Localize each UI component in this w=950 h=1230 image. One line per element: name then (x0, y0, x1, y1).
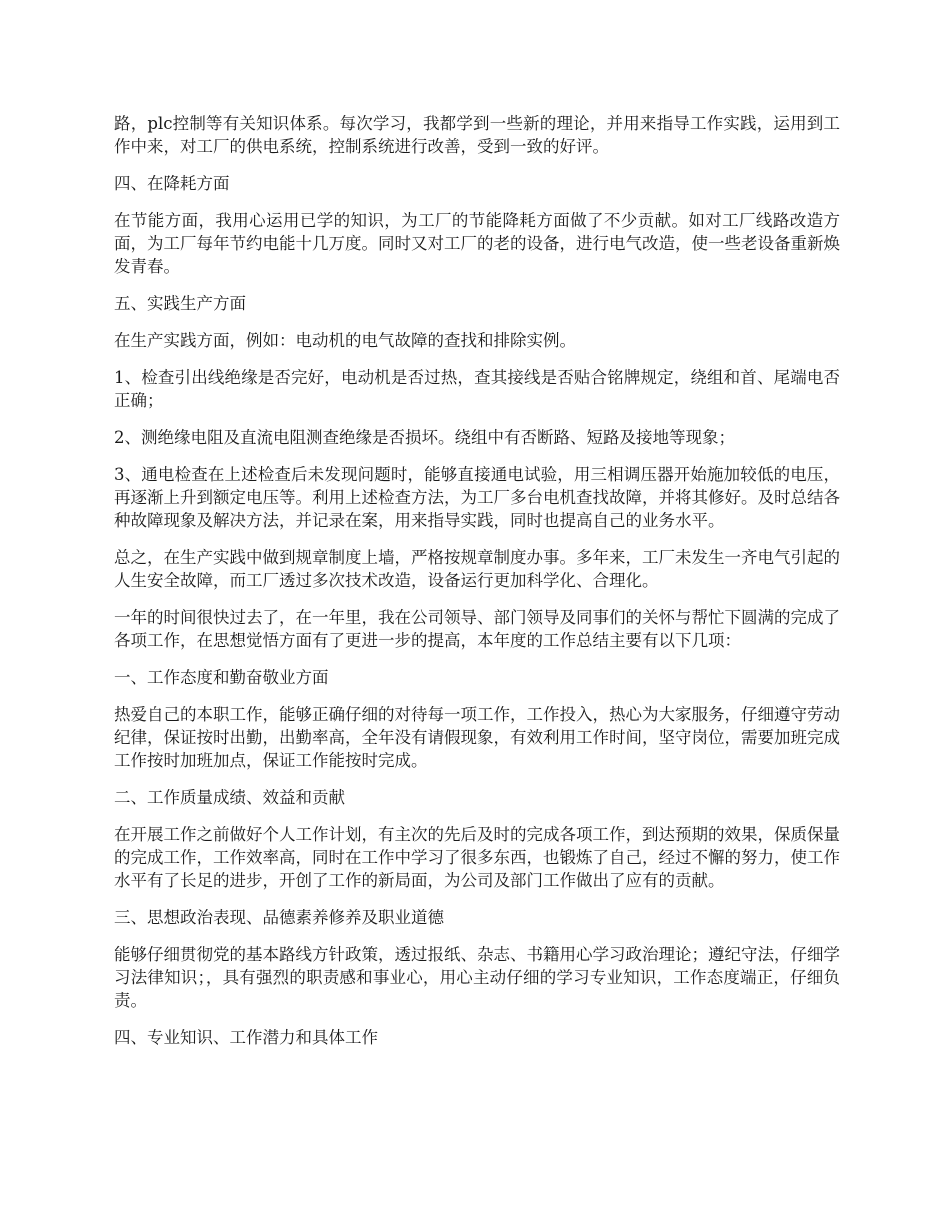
section-heading: 四、在降耗方面 (114, 174, 230, 193)
paragraph: 在节能方面，我用心运用已学的知识，为工厂的节能降耗方面做了不少贡献。如对工厂线路改造方面，为工厂每年节约电能十几万度。同时又对工厂的老的设备，进行电气改造，使一些老设备重新焕发青春。 (114, 211, 840, 276)
paragraph: 在生产实践方面，例如：电动机的电气故障的查找和排除实例。 (114, 331, 576, 350)
paragraph: 能够仔细贯彻党的基本路线方针政策，透过报纸、杂志、书籍用心学习政治理论；遵纪守法，仔细学习法律知识；，具有强烈的职责感和事业心，用心主动仔细的学习专业知识，工作态度端正，仔细负责。 (114, 945, 840, 1010)
list-item: 1、检查引出线绝缘是否完好，电动机是否过热，查其接线是否贴合铭牌规定，绕组和首、尾端电否正确； (114, 368, 840, 410)
document-body (114, 112, 840, 1063)
section-heading: 二、工作质量成绩、效益和贡献 (114, 788, 345, 807)
paragraph: 路，plc控制等有关知识体系。每次学习，我都学到一些新的理论，并用来指导工作实践，运用到工作中来，对工厂的供电系统，控制系统进行改善，受到一致的好评。 (114, 114, 840, 156)
section-heading: 一、工作态度和勤奋敬业方面 (114, 668, 329, 687)
paragraph: 总之，在生产实践中做到规章制度上墙，严格按规章制度办事。多年来，工厂未发生一齐电气引起的人生安全故障，而工厂透过多次技术改造，设备运行更加科学化、合理化。 (114, 548, 840, 590)
paragraph: 一年的时间很快过去了，在一年里，我在公司领导、部门领导及同事们的关怀与帮忙下圆满的完成了各项工作，在思想觉悟方面有了更进一步的提高，本年度的工作总结主要有以下几项： (114, 608, 840, 650)
section-heading: 三、思想政治表现、品德素养修养及职业道德 (114, 908, 444, 927)
section-heading: 四、专业知识、工作潜力和具体工作 (114, 1028, 378, 1047)
list-item: 3、通电检查在上述检查后未发现问题时，能够直接通电试验，用三相调压器开始施加较低的电压，再逐渐上升到额定电压等。利用上述检查方法，为工厂多台电机查找故障，并将其修好。及时总结各种故障现象及解决方法，并记录在案，用来指导实践，同时也提高自己的业务水平。 (114, 465, 840, 530)
list-item: 2、测绝缘电阻及直流电阻测查绝缘是否损坏。绕组中有否断路、短路及接地等现象； (114, 428, 735, 447)
section-heading: 五、实践生产方面 (114, 294, 246, 313)
paragraph: 热爱自己的本职工作，能够正确仔细的对待每一项工作，工作投入，热心为大家服务，仔细遵守劳动纪律，保证按时出勤，出勤率高，全年没有请假现象，有效利用工作时间，坚守岗位，需要加班完成工作按时加班加点，保证工作能按时完成。 (114, 705, 840, 770)
paragraph: 在开展工作之前做好个人工作计划，有主次的先后及时的完成各项工作，到达预期的效果，保质保量的完成工作，工作效率高，同时在工作中学习了很多东西，也锻炼了自己，经过不懈的努力，使工作水平有了长足的进步，开创了工作的新局面，为公司及部门工作做出了应有的贡献。 (114, 825, 840, 890)
